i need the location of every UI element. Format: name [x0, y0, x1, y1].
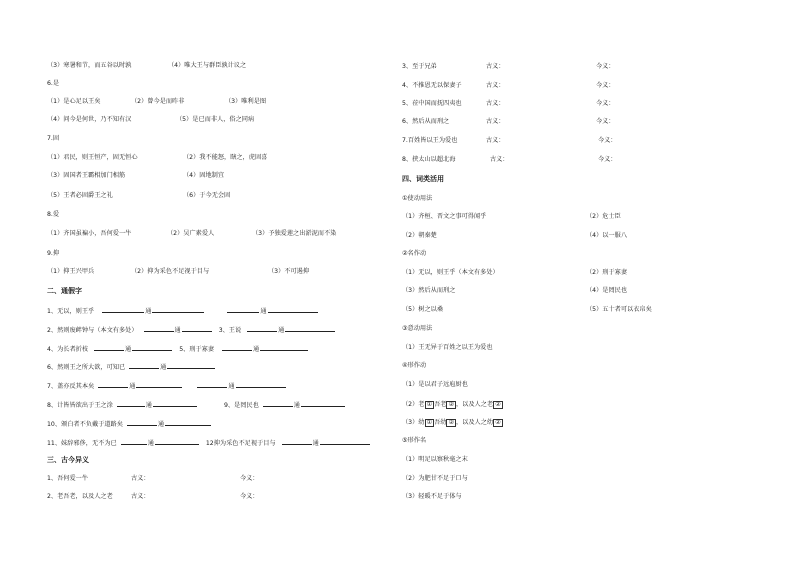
tongjia-5-text: 5、刑于寡妻	[179, 346, 215, 353]
huoyong-e3: （3）轻暖不足于体与	[402, 493, 462, 500]
circle-number-2: ②	[448, 419, 454, 426]
huoyong-d1: （1）是以君子远庖厨也	[402, 381, 468, 388]
huoyong-b3: （3）然后从而刑之	[402, 287, 456, 294]
q5-item4: （4）唯大王与群臣孰计议之	[168, 62, 247, 69]
gujin-7-text: 7.百姓皆以王为爱也	[402, 137, 458, 144]
tongjia-row3	[47, 344, 309, 353]
q9-heading: 9.抑	[47, 250, 60, 257]
answer-blank[interactable]	[102, 306, 144, 313]
gujin-6-text: 6、然后从而刑之	[402, 118, 450, 125]
answer-blank[interactable]	[167, 362, 215, 369]
gujin-4-gu: 古义：	[486, 82, 505, 89]
q6-item1: （1）是心足以王矣	[47, 98, 101, 105]
huoyong-e2: （2）为肥甘不足于口与	[402, 475, 468, 482]
tongjia-row1	[47, 306, 319, 315]
q5-item3: （3）寒暑和节，而五谷以时孰	[47, 62, 132, 69]
answer-blank[interactable]	[182, 325, 212, 332]
gujin-2-jin: 今义：	[240, 493, 259, 500]
huoyong-d2-c: ，以及人之老	[456, 401, 494, 408]
tong-label: 通	[160, 364, 167, 371]
answer-blank[interactable]	[127, 419, 157, 426]
sub-heading-adj-verb: ④形作动	[402, 362, 427, 369]
sub-heading-putative: ③意动用法	[402, 325, 433, 332]
tongjia-row6	[47, 400, 346, 409]
answer-blank[interactable]	[263, 400, 293, 407]
sub-heading-adj-noun: ⑤形作名	[402, 437, 427, 444]
answer-blank[interactable]	[197, 381, 227, 388]
tong-label: 通	[293, 402, 300, 409]
q8-item1: （1）齐国虽褊小，吾何爱一牛	[47, 230, 132, 237]
tongjia-row5	[47, 381, 287, 390]
tongjia-row2	[47, 325, 336, 334]
tong-label: 通	[145, 308, 152, 315]
answer-blank[interactable]	[260, 344, 308, 351]
tongjia-row7	[47, 419, 212, 428]
answer-blank[interactable]	[98, 381, 128, 388]
tong-label: 通	[278, 327, 285, 334]
q8-item2: （2）吴广素爱人	[167, 230, 215, 237]
q7-item4: （4）固地制宜	[183, 172, 225, 179]
gujin-7-gu: 古义：	[486, 137, 505, 144]
tong-label: 通	[147, 440, 154, 447]
answer-blank[interactable]	[94, 344, 124, 351]
circle-number-1: ①	[426, 401, 433, 408]
gujin-6-jin: 今义：	[596, 118, 615, 125]
huoyong-d2-b: 吾老	[434, 401, 447, 408]
q7-item5: （5）王者必固爵王之礼	[47, 192, 113, 199]
tong-label: 通	[129, 383, 136, 390]
sub-heading-causative: ①使动用法	[402, 195, 433, 202]
tongjia-11-text: 11、妹辞邪侈，无不为已	[47, 440, 117, 447]
tongjia-12-text: 12抑为采色不足视于目与	[205, 440, 276, 447]
answer-blank[interactable]	[285, 325, 335, 332]
answer-blank[interactable]	[144, 325, 174, 332]
gujin-4-text: 4、不推恩无以保妻子	[402, 82, 462, 89]
tong-label: 通	[228, 383, 235, 390]
gujin-1-jin: 今义：	[240, 475, 259, 482]
answer-blank[interactable]	[227, 306, 259, 313]
answer-blank[interactable]	[117, 400, 145, 407]
gujin-1-text: 1、吾何爱一牛	[47, 475, 89, 482]
huoyong-d2	[402, 401, 503, 409]
q9-item2: （2）抑为采色不足视于目与	[131, 268, 210, 275]
gujin-6-gu: 古义：	[486, 118, 505, 125]
q6-heading: 6.是	[47, 80, 60, 87]
tongjia-6-text: 6、然则王之所大欲，可知已	[47, 364, 126, 371]
q7-item3: （3）固国者王霸相加门相筋	[47, 172, 126, 179]
gujin-7-jin: 今义：	[598, 137, 617, 144]
q7-heading: 7.固	[47, 135, 60, 142]
tongjia-3-text: 3、王说	[218, 327, 242, 334]
circle-number-3: ②	[495, 419, 501, 426]
tong-label: 通	[260, 308, 267, 315]
huoyong-d3-a: （3）幼	[402, 419, 425, 426]
q6-item5: （5）是已而非人，俗之同病	[176, 116, 255, 123]
huoyong-d3-b: 吾幼	[434, 419, 447, 426]
circle-number-3: ②	[495, 401, 501, 408]
gujin-2-text: 2、老吾老，以及人之老	[47, 493, 113, 500]
huoyong-d2-a: （2）老	[402, 401, 425, 408]
answer-blank[interactable]	[152, 306, 204, 313]
answer-blank[interactable]	[222, 344, 252, 351]
huoyong-a4: （4）以一服八	[586, 232, 628, 239]
tongjia-10-text: 10、颁白者不负戴于道路矣	[47, 421, 123, 428]
tongjia-7-text: 7、盖亦反其本矣	[47, 383, 95, 390]
gujin-3-gu: 古义：	[486, 63, 505, 70]
q9-item1: （1）抑王兴甲兵	[47, 268, 95, 275]
answer-blank[interactable]	[247, 325, 277, 332]
q8-item3: （3）予独爱莲之出淤泥而不染	[252, 230, 337, 237]
huoyong-a2b: （2）危士臣	[586, 213, 621, 220]
answer-blank[interactable]	[165, 419, 211, 426]
tongjia-row8	[47, 438, 371, 447]
tong-label: 通	[253, 346, 260, 353]
answer-blank[interactable]	[129, 362, 159, 369]
huoyong-a2: （2）朝秦楚	[402, 232, 437, 239]
huoyong-d3-c: ，以及人之幼	[456, 419, 494, 426]
tongjia-2-text: 2、然则废衅钟与（本文有多处）	[47, 327, 138, 334]
q6-item2: （2）曾今是而昨非	[131, 98, 185, 105]
huoyong-b5: （5）树之以桑	[402, 306, 444, 313]
answer-blank[interactable]	[301, 400, 345, 407]
tongjia-1-text: 1、无以，则王乎	[47, 308, 95, 315]
answer-blank[interactable]	[121, 438, 147, 445]
huoyong-b4: （4）是罔民也	[586, 287, 628, 294]
tong-label: 通	[312, 440, 319, 447]
tongjia-8-text: 8、计皆皆欲出于王之涂	[47, 402, 113, 409]
gujin-8-jin: 今义：	[598, 156, 617, 163]
tong-label: 通	[157, 421, 165, 428]
q6-item4: （4）问今是何世，乃不知有汉	[47, 116, 132, 123]
section4-title: 四、词类活用	[402, 175, 444, 183]
gujin-8-gu: 古义：	[490, 156, 509, 163]
answer-blank[interactable]	[320, 438, 370, 445]
q9-item3: （3）不可遏抑	[268, 268, 310, 275]
answer-blank[interactable]	[268, 306, 318, 313]
gujin-2-gu: 古义：	[131, 493, 150, 500]
answer-blank[interactable]	[155, 438, 199, 445]
sub-heading-noun-verb: ②名作动	[402, 250, 427, 257]
q6-item3: （3）唯利是图	[225, 98, 267, 105]
huoyong-b5b: （5）五十者可以衣帛矣	[586, 306, 652, 313]
tong-label: 通	[145, 402, 152, 409]
huoyong-a1: （1）齐桓、晋文之事可得闻乎	[402, 213, 487, 220]
tong-label: 通	[125, 346, 132, 353]
huoyong-d3	[402, 419, 503, 427]
circle-number-2: ②	[448, 401, 454, 408]
answer-blank[interactable]	[282, 438, 312, 445]
q7-item1: （1）君民，则王恒产，固无恒心	[47, 154, 138, 161]
answer-blank[interactable]	[132, 344, 172, 351]
gujin-5-gu: 古义：	[486, 100, 505, 107]
section3-title: 三、古今异义	[47, 456, 89, 464]
gujin-5-jin: 今义：	[596, 100, 615, 107]
q7-item2: （2）我不能怒，瞎之，虎固喜	[183, 154, 268, 161]
q8-heading: 8.爱	[47, 211, 60, 218]
gujin-3-text: 3、至于兄弟	[402, 63, 437, 70]
gujin-3-jin: 今义：	[596, 63, 615, 70]
gujin-1-gu: 古义：	[131, 475, 150, 482]
answer-blank[interactable]	[136, 381, 182, 388]
gujin-5-text: 5、莅中国而抚四夷也	[402, 100, 462, 107]
answer-blank[interactable]	[153, 400, 197, 407]
circle-number-1: ①	[426, 419, 433, 426]
gujin-8-text: 8、挟太山以超北海	[402, 156, 456, 163]
huoyong-b1: （1）无以，则王乎（本文有多处）	[402, 269, 499, 276]
huoyong-b2: （2）刑于寡妻	[586, 269, 628, 276]
huoyong-c1: （1）王无异于百姓之以王为爱也	[402, 344, 493, 351]
gujin-4-jin: 今义：	[596, 82, 615, 89]
tongjia-4-text: 4、为长者折枝	[47, 346, 89, 353]
q7-item6: （6）于今无会固	[183, 192, 231, 199]
huoyong-e1: （1）明足以察秋毫之末	[402, 456, 468, 463]
tongjia-row4	[47, 362, 216, 371]
tongjia-9-text: 9、是罔民也	[223, 402, 259, 409]
answer-blank[interactable]	[236, 381, 286, 388]
tong-label: 通	[174, 327, 181, 334]
section2-title: 二、通假字	[47, 287, 82, 295]
